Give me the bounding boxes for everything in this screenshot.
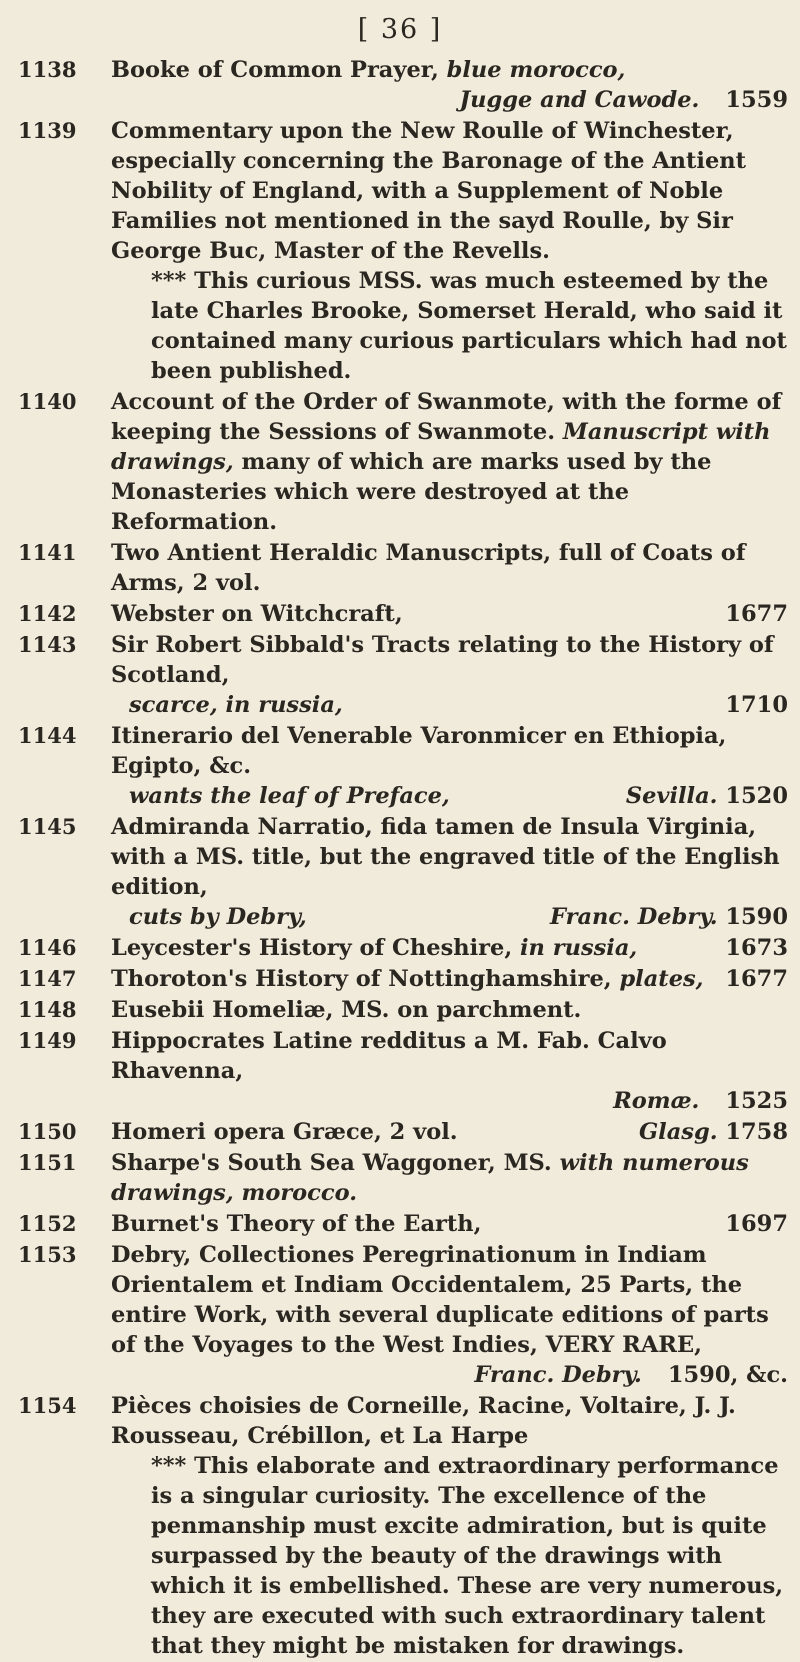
lot-number: 1153 xyxy=(18,1242,77,1267)
entry-title: Hippocrates Latine redditus a M. Fab. Calvo Rhavenna, xyxy=(111,1028,667,1084)
lot-number: 1146 xyxy=(18,935,77,960)
entry-text xyxy=(111,387,788,537)
entry-date: 1590 xyxy=(725,904,788,930)
entry-text xyxy=(111,116,788,386)
lot-number: 1145 xyxy=(18,814,77,839)
entry-date: 1590, &c. xyxy=(667,1362,788,1388)
catalog-entry xyxy=(18,1209,788,1239)
entry-date: 1677 xyxy=(725,601,788,627)
entry-title: Burnet's Theory of the Earth, xyxy=(111,1211,482,1237)
entry-title: Account of the Order of Swanmote, with the forme of keeping the Sessions of Swanmote. xyxy=(111,389,782,445)
lot-number: 1140 xyxy=(18,389,77,414)
entry-title: Sir Robert Sibbald's Tracts relating to the History of Scotland, xyxy=(111,632,774,688)
lot-number: 1142 xyxy=(18,601,77,626)
catalog-entry xyxy=(18,116,788,386)
catalog-entry xyxy=(18,538,788,598)
entry-description-cont: many of which are marks used by the Monasteries which were destroyed at the Reformation. xyxy=(111,449,712,535)
catalog-entry xyxy=(18,1148,788,1208)
entry-title: Eusebii Homeliæ, MS. on parchment. xyxy=(111,997,582,1023)
entry-description: in russia, xyxy=(520,935,638,961)
catalog-entry xyxy=(18,599,788,629)
entry-title: Sharpe's South Sea Waggoner, MS. xyxy=(111,1150,552,1176)
lot-number: 1138 xyxy=(18,57,77,82)
lot-number: 1154 xyxy=(18,1393,77,1418)
entry-title: Booke of Common Prayer, xyxy=(111,57,439,83)
entry-title: Two Antient Heraldic Manuscripts, full of Coats of Arms, 2 vol. xyxy=(111,540,746,596)
entry-text xyxy=(111,1209,788,1239)
catalog-list xyxy=(18,55,788,1662)
entry-text xyxy=(111,55,788,115)
entry-text xyxy=(111,1391,788,1661)
entry-text xyxy=(111,1240,788,1390)
entry-description: wants the leaf of Preface, xyxy=(129,783,450,809)
lot-number: 1143 xyxy=(18,632,77,657)
lot-number: 1141 xyxy=(18,540,77,565)
lot-number: 1148 xyxy=(18,997,77,1022)
entry-description: scarce, in russia, xyxy=(129,692,343,718)
entry-text xyxy=(111,599,788,629)
entry-title: Homeri opera Græce, 2 vol. xyxy=(111,1119,458,1145)
entry-note: *** This curious MSS. was much esteemed by the late Charles Brooke, Somerset Herald, who said it contained many curious particulars which had not been published. xyxy=(151,268,787,384)
catalog-entry xyxy=(18,55,788,115)
catalog-entry xyxy=(18,1026,788,1116)
catalog-entry xyxy=(18,933,788,963)
lot-number: 1150 xyxy=(18,1119,77,1144)
lot-number: 1152 xyxy=(18,1211,77,1236)
lot-number: 1151 xyxy=(18,1150,77,1175)
entry-text xyxy=(111,721,788,811)
catalog-entry xyxy=(18,387,788,537)
entry-date: 1559 xyxy=(725,87,788,113)
entry-date: 1673 xyxy=(725,935,788,961)
entry-title: Itinerario del Venerable Varonmicer en Ethiopia, Egipto, &c. xyxy=(111,723,727,779)
entry-date: 1677 xyxy=(725,966,788,992)
catalog-entry xyxy=(18,964,788,994)
entry-date: 1710 xyxy=(725,692,788,718)
lot-number: 1149 xyxy=(18,1028,77,1053)
entry-title: Pièces choisies de Corneille, Racine, Voltaire, J. J. Rousseau, Crébillon, et La Harpe xyxy=(111,1393,736,1449)
entry-place: Sevilla. xyxy=(625,783,718,809)
entry-date: 1758 xyxy=(725,1119,788,1145)
entry-place: Franc. Debry. xyxy=(550,904,718,930)
entry-title: Debry, Collectiones Peregrinationum in Indiam Orientalem et Indiam Occidentalem, 25 Parts, the entire Work, with several duplicate editions of parts of the Voyages to the West Indies, VERY RARE, xyxy=(111,1242,769,1358)
catalog-entry xyxy=(18,1240,788,1390)
catalog-entry xyxy=(18,721,788,811)
entry-title: Webster on Witchcraft, xyxy=(111,601,403,627)
entry-text xyxy=(111,812,788,932)
entry-text xyxy=(111,1026,788,1116)
entry-text xyxy=(111,630,788,720)
entry-description: with numerous drawings, morocco. xyxy=(111,1150,749,1206)
entry-text xyxy=(111,1148,788,1208)
catalog-entry xyxy=(18,812,788,932)
entry-description: plates, xyxy=(619,966,704,992)
page-number: [ 36 ] xyxy=(357,14,443,45)
catalog-entry xyxy=(18,995,788,1025)
entry-place: Romæ. xyxy=(613,1088,700,1114)
lot-number: 1144 xyxy=(18,723,77,748)
entry-title: Admiranda Narratio, fida tamen de Insula Virginia, with a MS. title, but the engraved title of the English edition, xyxy=(111,814,780,900)
entry-title: Leycester's History of Cheshire, xyxy=(111,935,513,961)
entry-note: *** This elaborate and extraordinary performance is a singular curiosity. The excellence of the penmanship must excite admiration, but is quite surpassed by the beauty of the drawings with which it is embellished. These are very numerous, they are executed with such extraordinary talent that they might be mistaken for drawings. xyxy=(151,1453,784,1659)
catalog-entry xyxy=(18,1391,788,1661)
entry-date: 1525 xyxy=(725,1088,788,1114)
entry-date: 1520 xyxy=(725,783,788,809)
entry-text xyxy=(111,1117,788,1147)
lot-number: 1147 xyxy=(18,966,77,991)
entry-place: Franc. Debry. xyxy=(474,1362,642,1388)
catalog-entry xyxy=(18,630,788,720)
entry-printer: Jugge and Cawode. xyxy=(459,87,700,113)
entry-binding: blue morocco, xyxy=(446,57,626,83)
catalog-entry xyxy=(18,1117,788,1147)
entry-title: Commentary upon the New Roulle of Winchester, especially concerning the Baronage of the Antient Nobility of England, with a Supplement of Noble Families not mentioned in the sayd Roulle, by Sir George Buc, Master of the Revells. xyxy=(111,118,747,264)
lot-number: 1139 xyxy=(18,118,77,143)
entry-description: cuts by Debry, xyxy=(129,904,307,930)
entry-place: Glasg. xyxy=(638,1119,718,1145)
entry-text xyxy=(111,964,788,994)
entry-description: Manuscript with drawings, xyxy=(111,419,771,475)
entry-title: Thoroton's History of Nottinghamshire, xyxy=(111,966,612,992)
entry-text xyxy=(111,933,788,963)
entry-date: 1697 xyxy=(725,1211,788,1237)
